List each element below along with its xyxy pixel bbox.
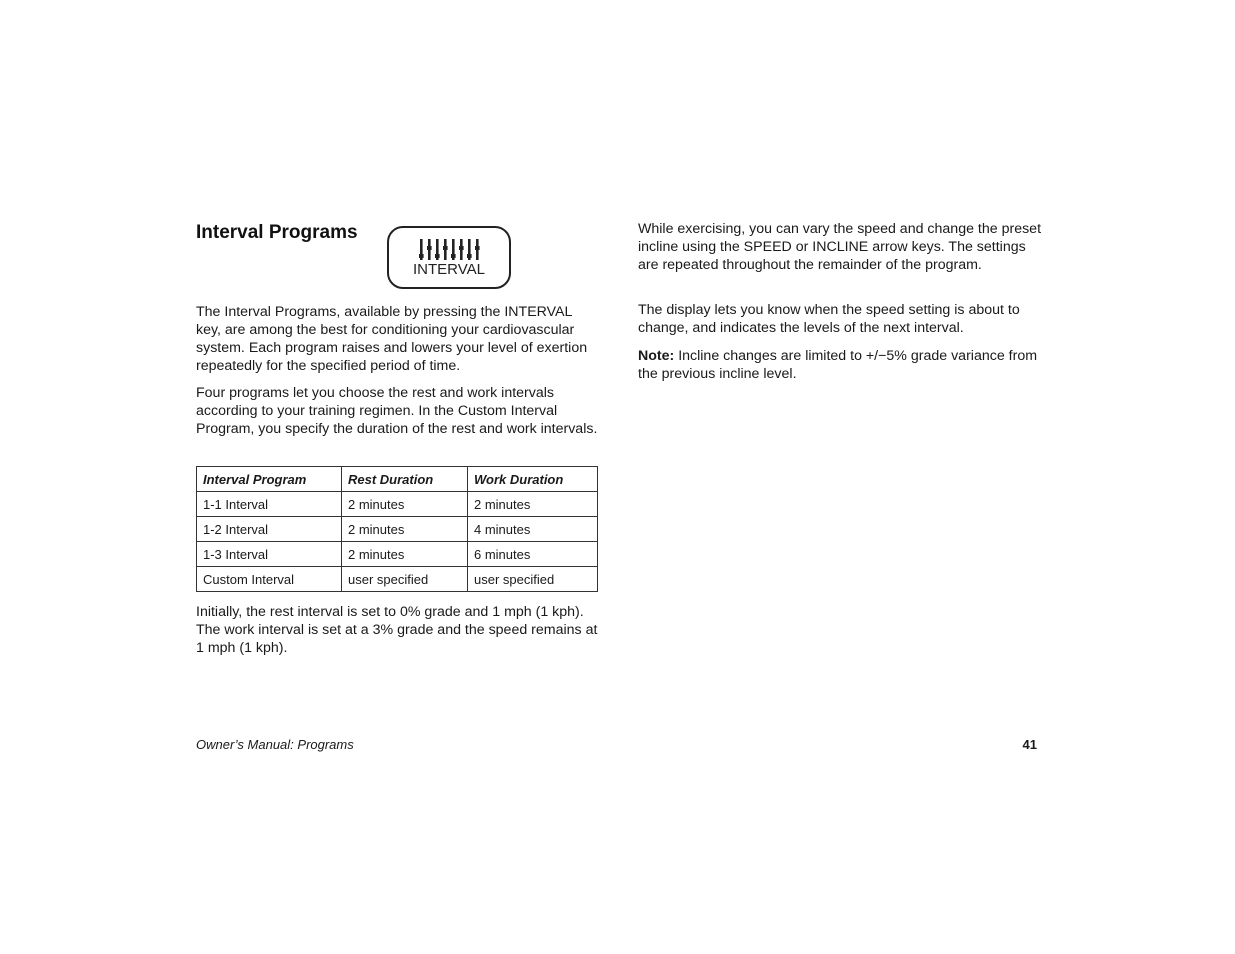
table-cell: user specified [342, 567, 468, 592]
table-cell: 4 minutes [468, 517, 598, 542]
table-cell: 1-2 Interval [197, 517, 342, 542]
table-cell: 1-1 Interval [197, 492, 342, 517]
interval-programs-table [196, 466, 598, 592]
page-number: 41 [1022, 737, 1037, 752]
initial-settings-paragraph: Initially, the rest interval is set to 0% grade and 1 mph (1 kph). The work interval is set at a 3% grade and the speed remains at 1 mph (1 kph). [196, 604, 598, 656]
table-cell: 2 minutes [468, 492, 598, 517]
table-cell: user specified [468, 567, 598, 592]
interval-key-label: INTERVAL [413, 261, 485, 278]
table-cell: 2 minutes [342, 492, 468, 517]
intro-paragraph: The Interval Programs, available by pressing the INTERVAL key, are among the best for conditioning your cardiovascular system. Each program raises and lowers your level of exertion repeatedly for the specified period of time. [196, 304, 588, 374]
table-row [197, 567, 598, 592]
table-header-cell: Rest Duration [342, 467, 468, 492]
table-row [197, 542, 598, 567]
table-header-cell: Interval Program [197, 467, 342, 492]
table-row [197, 517, 598, 542]
note-text: Incline changes are limited to +/−5% grade variance from the previous incline level. [638, 348, 1038, 382]
table-cell: Custom Interval [197, 567, 342, 592]
table-header-row [197, 467, 598, 492]
table-cell: 2 minutes [342, 517, 468, 542]
interval-key-illustration [387, 226, 511, 289]
display-paragraph: The display lets you know when the speed setting is about to change, and indicates the levels of the next interval. [638, 302, 1020, 336]
note-paragraph [638, 347, 1043, 383]
table-cell: 1-3 Interval [197, 542, 342, 567]
interval-bars-icon [419, 236, 483, 260]
footer-manual-title: Owner’s Manual: Programs [196, 737, 354, 752]
programs-paragraph: Four programs let you choose the rest and work intervals according to your training regimen. In the Custom Interval Program, you specify the duration of the rest and work intervals. [196, 385, 598, 437]
note-label: Note: [638, 348, 675, 364]
table-cell: 6 minutes [468, 542, 598, 567]
exercising-paragraph: While exercising, you can vary the speed and change the preset incline using the SPEED or INCLINE arrow keys. The settings are repeated throughout the remainder of the program. [638, 221, 1042, 273]
section-title: Interval Programs [196, 222, 358, 243]
table-cell: 2 minutes [342, 542, 468, 567]
table-header-cell: Work Duration [468, 467, 598, 492]
table-row [197, 492, 598, 517]
